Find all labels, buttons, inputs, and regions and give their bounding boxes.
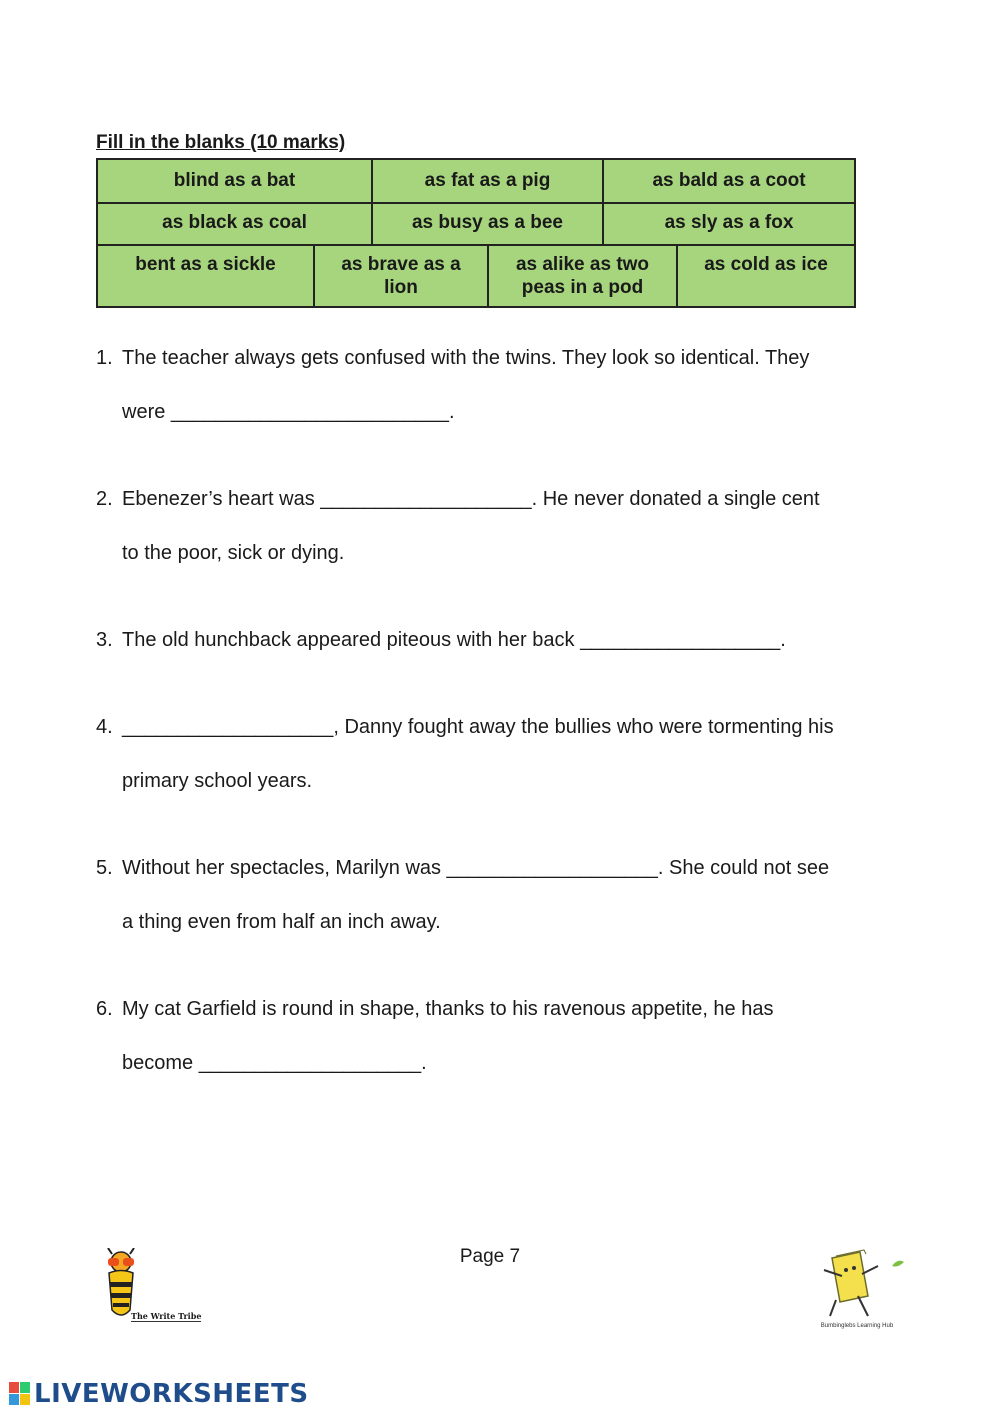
- word-bank-cell: as alike as two peas in a pod: [489, 244, 678, 306]
- word-bank-row: [98, 244, 854, 306]
- question-text-line: a thing even from half an inch away.: [122, 911, 441, 933]
- question-text-line: The teacher always gets confused with the twins. They look so identical. They: [122, 347, 810, 369]
- question-number: 6.: [96, 998, 113, 1020]
- question-text-line: primary school years.: [122, 770, 313, 792]
- question-number: 2.: [96, 488, 113, 510]
- question-3: [96, 613, 916, 667]
- question-number: 5.: [96, 857, 113, 879]
- question-text-line: The old hunchback appeared piteous with her back __________________.: [122, 629, 786, 651]
- question-1: [96, 331, 916, 439]
- liveworksheets-logo-icon: [8, 1380, 32, 1408]
- exercise-heading: Fill in the blanks (10 marks): [96, 132, 346, 153]
- word-bank-row: [98, 160, 854, 204]
- word-bank-row: [98, 202, 854, 246]
- word-bank-cell: as fat as a pig: [373, 160, 604, 202]
- question-text-line: ___________________, Danny fought away the bullies who were tormenting his: [122, 716, 834, 738]
- question-text-line: Without her spectacles, Marilyn was ___________________. She could not see: [122, 857, 830, 879]
- question-text-line: to the poor, sick or dying.: [122, 542, 345, 564]
- word-bank-cell: as brave as a lion: [315, 244, 489, 306]
- word-bank-cell: bent as a sickle: [98, 244, 315, 306]
- question-text-line: My cat Garfield is round in shape, thanks to his ravenous appetite, he has: [122, 998, 774, 1020]
- question-5: [96, 841, 916, 949]
- write-tribe-logo-text: The Write Tribe: [131, 1311, 202, 1321]
- word-bank-cell: as cold as ice: [704, 254, 828, 275]
- word-bank-cell: as busy as a bee: [373, 202, 604, 244]
- book-mascot-logo-icon: [812, 1246, 907, 1326]
- word-bank-cell: as bald as a coot: [652, 170, 806, 191]
- question-text-line: Ebenezer’s heart was ___________________. He never donated a single cent: [122, 488, 820, 510]
- word-bank-cell: as sly as a fox: [664, 212, 794, 233]
- word-bank-cell: blind as a bat: [98, 160, 373, 202]
- liveworksheets-wordmark: LIVEWORKSHEETS: [34, 1379, 309, 1409]
- question-text-line: were _________________________.: [122, 401, 455, 423]
- question-number: 1.: [96, 347, 113, 369]
- word-bank-table: [96, 158, 856, 308]
- question-text-line: become ____________________.: [122, 1052, 427, 1074]
- page-number: Page 7: [459, 1246, 521, 1267]
- question-4: [96, 700, 916, 808]
- question-6: [96, 982, 916, 1090]
- question-number: 4.: [96, 716, 113, 738]
- word-bank-cell: as black as coal: [98, 202, 373, 244]
- question-number: 3.: [96, 629, 113, 651]
- liveworksheets-brand: [8, 1378, 309, 1410]
- learning-hub-logo-text: Bumbinglebs Learning Hub: [820, 1323, 894, 1329]
- question-2: [96, 472, 916, 580]
